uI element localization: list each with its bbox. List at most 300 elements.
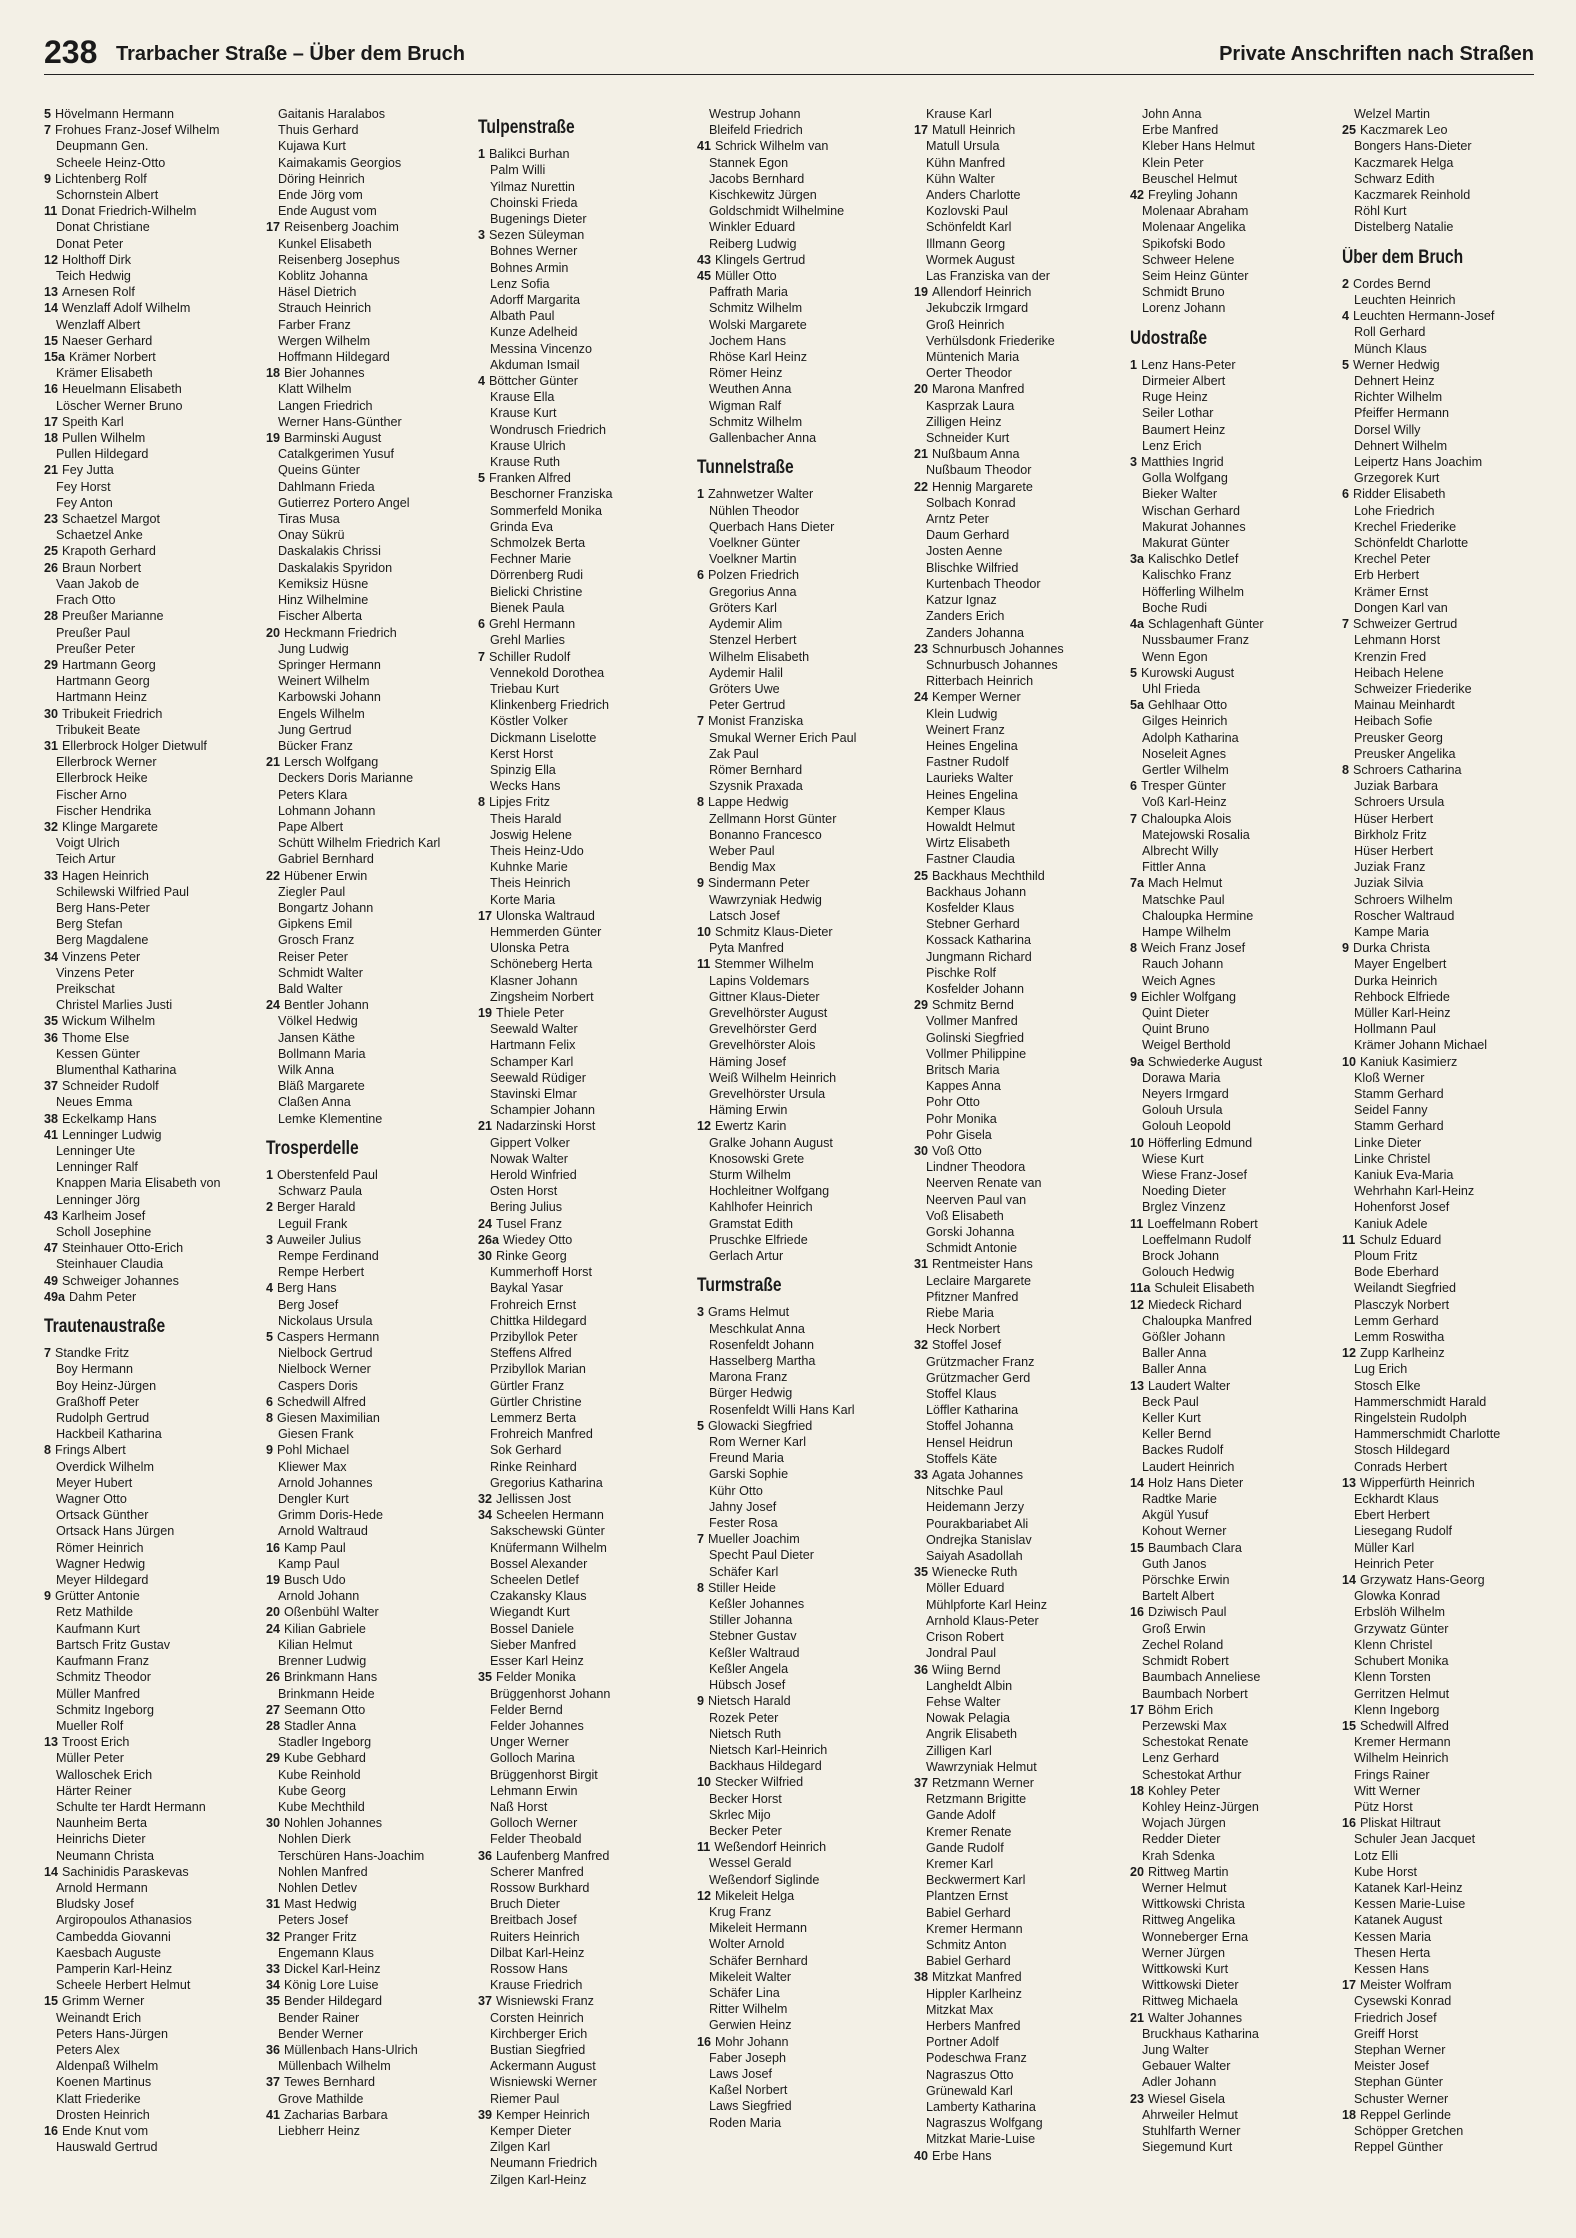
resident-entry (914, 349, 1126, 365)
resident-name: Hartmann Georg (62, 657, 156, 672)
resident-entry (697, 2034, 909, 2050)
resident-name: Kaesbach Auguste (56, 1945, 162, 1960)
resident-name: Kaniuk Adele (1354, 1216, 1428, 1231)
house-number: 12 (1342, 1346, 1357, 1361)
resident-entry (914, 625, 1126, 641)
resident-name: Laufenberg Manfred (496, 1848, 610, 1863)
resident-name: Wiing Bernd (932, 1662, 1001, 1677)
resident-name: Kummerhoff Horst (490, 1265, 592, 1280)
house-number: 13 (44, 1735, 59, 1750)
resident-name: Quint Dieter (1142, 1005, 1210, 1020)
resident-entry (478, 1556, 690, 1572)
resident-entry (266, 1540, 478, 1556)
house-number: 12 (44, 252, 59, 267)
resident-entry (266, 2091, 478, 2107)
resident-name: Corsten Heinrich (490, 2010, 584, 2025)
resident-entry (266, 1280, 478, 1296)
resident-name: Birkholz Fritz (1354, 827, 1427, 842)
resident-entry (44, 1961, 256, 1977)
house-number: 20 (914, 382, 929, 397)
resident-name: Mitzkat Manfred (932, 1970, 1022, 1985)
resident-entry (914, 1597, 1126, 1613)
resident-name: Neues Emma (56, 1095, 133, 1110)
resident-entry (914, 738, 1126, 754)
resident-entry (914, 1872, 1126, 1888)
resident-name: Reiberg Ludwig (709, 236, 797, 251)
resident-entry (44, 1491, 256, 1507)
resident-name: Britsch Maria (926, 1062, 1000, 1077)
resident-entry (266, 543, 478, 559)
resident-name: Noseleit Agnes (1142, 746, 1227, 761)
resident-entry (697, 665, 909, 681)
resident-entry (1342, 1767, 1554, 1783)
resident-name: Vinzens Peter (56, 965, 135, 980)
resident-entry (44, 997, 256, 1013)
resident-entry (914, 236, 1126, 252)
resident-name: Kube Reinhold (278, 1767, 361, 1782)
resident-entry (697, 300, 909, 316)
resident-entry (44, 770, 256, 786)
resident-name: Wagner Otto (56, 1492, 127, 1507)
resident-entry (1342, 1264, 1554, 1280)
resident-name: Heibach Sofie (1354, 714, 1433, 729)
resident-name: Illmann Georg (926, 236, 1006, 251)
resident-name: Neerven Renate van (926, 1176, 1042, 1191)
resident-name: Felder Theobald (490, 1832, 582, 1847)
resident-name: Kurtenbach Theodor (926, 576, 1041, 591)
resident-entry (44, 1799, 256, 1815)
directory-column-3 (478, 106, 690, 2188)
resident-name: Eckelkamp Hans (62, 1111, 157, 1126)
resident-entry (478, 2026, 690, 2042)
resident-name: Bruch Dieter (490, 1897, 560, 1912)
resident-entry (266, 365, 478, 381)
resident-name: Frohreich Manfred (490, 1427, 593, 1442)
resident-name: Stoffel Klaus (926, 1387, 997, 1402)
resident-name: Wehrhahn Karl-Heinz (1354, 1184, 1475, 1199)
resident-entry (914, 1402, 1126, 1418)
resident-entry (266, 1702, 478, 1718)
resident-name: Theis Heinz-Udo (490, 843, 584, 858)
resident-name: Grimm Werner (62, 1994, 145, 2009)
resident-entry (697, 2066, 909, 2082)
resident-entry (44, 2058, 256, 2074)
resident-entry (44, 1572, 256, 1588)
resident-entry (1130, 284, 1342, 300)
resident-entry (1130, 649, 1342, 665)
resident-name: Hartmann Georg (56, 674, 150, 689)
resident-entry (697, 203, 909, 219)
resident-name: Hensel Heidrun (926, 1435, 1013, 1450)
resident-entry (697, 1321, 909, 1337)
resident-entry (478, 292, 690, 308)
resident-entry (478, 2010, 690, 2026)
resident-entry (697, 778, 909, 794)
resident-name: Schiller Rudolf (489, 649, 571, 664)
resident-entry (1342, 292, 1554, 308)
resident-entry (697, 106, 909, 122)
resident-entry (266, 770, 478, 786)
resident-entry (914, 576, 1126, 592)
resident-name: Wipperfürth Heinrich (1360, 1475, 1475, 1490)
resident-name: Weinert Franz (926, 722, 1005, 737)
house-number: 33 (44, 868, 59, 883)
resident-name: Wisniewski Werner (490, 2075, 597, 2090)
resident-name: Wolski Margarete (709, 317, 807, 332)
house-number: 5 (478, 471, 486, 486)
resident-entry (697, 2001, 909, 2017)
resident-entry (44, 527, 256, 543)
resident-name: Erbslöh Wilhelm (1354, 1605, 1445, 1620)
resident-name: Distelberg Natalie (1354, 220, 1454, 235)
resident-name: Kamp Paul (278, 1556, 340, 1571)
resident-entry (266, 1183, 478, 1199)
resident-name: Lug Erich (1354, 1362, 1408, 1377)
resident-name: Wischan Gerhard (1142, 503, 1240, 518)
resident-name: Graßhoff Peter (56, 1394, 140, 1409)
resident-entry (478, 1491, 690, 1507)
resident-name: Zilgen Karl-Heinz (490, 2172, 587, 2187)
resident-entry (697, 1021, 909, 1037)
house-number: 6 (478, 617, 486, 632)
resident-name: Baumert Heinz (1142, 422, 1226, 437)
resident-name: Schwarz Edith (1354, 171, 1435, 186)
resident-entry (914, 2099, 1126, 2115)
resident-entry (44, 868, 256, 884)
resident-name: Gregorius Katharina (490, 1475, 603, 1490)
resident-name: Lindner Theodora (926, 1160, 1026, 1175)
resident-name: Thesen Herta (1354, 1945, 1431, 1960)
resident-entry (1342, 762, 1554, 778)
house-number: 33 (266, 1961, 281, 1976)
resident-entry (44, 641, 256, 657)
resident-entry (44, 1159, 256, 1175)
resident-name: Pfeiffer Hermann (1354, 406, 1449, 421)
street-heading: Turmstraße (697, 1275, 782, 1297)
resident-name: Retzmann Werner (932, 1775, 1034, 1790)
resident-entry (44, 300, 256, 316)
resident-entry (478, 2074, 690, 2090)
resident-name: Jung Gertrud (278, 722, 352, 737)
resident-name: Schmidt Robert (1142, 1654, 1229, 1669)
resident-entry (697, 1466, 909, 1482)
resident-name: Mikeleit Helga (715, 1888, 795, 1903)
resident-name: Ende August vom (278, 204, 377, 219)
resident-entry (266, 819, 478, 835)
resident-name: Angrik Elisabeth (926, 1727, 1018, 1742)
house-number: 10 (697, 924, 712, 939)
resident-name: Leuchten Hermann-Josef (1353, 309, 1495, 324)
resident-entry (266, 1232, 478, 1248)
resident-entry (1342, 1183, 1554, 1199)
resident-name: Arnold Hermann (56, 1880, 148, 1895)
resident-entry (1342, 503, 1554, 519)
resident-name: Adolph Katharina (1142, 730, 1239, 745)
resident-entry (44, 2010, 256, 2026)
resident-name: Matull Heinrich (932, 123, 1016, 138)
resident-name: Höfferling Wilhelm (1142, 584, 1244, 599)
resident-entry (914, 2067, 1126, 2083)
house-number: 5 (44, 107, 52, 121)
resident-name: Seim Heinz Günter (1142, 269, 1249, 284)
house-number: 5 (266, 1330, 274, 1345)
resident-name: Hüser Herbert (1354, 811, 1434, 826)
resident-entry (266, 1734, 478, 1750)
resident-entry (1130, 2010, 1342, 2026)
resident-name: Sok Gerhard (490, 1443, 562, 1458)
resident-entry (478, 179, 690, 195)
resident-entry (914, 1564, 1126, 1580)
resident-entry (478, 308, 690, 324)
house-number: 30 (914, 1144, 929, 1158)
resident-entry (697, 1418, 909, 1434)
resident-entry (44, 1896, 256, 1912)
resident-entry (914, 1499, 1126, 1515)
resident-name: Wilk Anna (278, 1062, 334, 1077)
resident-name: Krapoth Gerhard (62, 544, 156, 559)
resident-name: Müller Karl (1354, 1540, 1415, 1555)
resident-entry (478, 1507, 690, 1523)
resident-entry (697, 1450, 909, 1466)
resident-entry (1342, 1232, 1554, 1248)
resident-name: Schulz Eduard (1359, 1232, 1442, 1247)
resident-name: Stannek Egon (709, 155, 789, 170)
resident-entry (266, 1442, 478, 1458)
resident-name: Kemper Dieter (490, 2123, 572, 2138)
resident-name: Wonneberger Erna (1142, 1929, 1249, 1944)
resident-name: Arntz Peter (926, 512, 989, 527)
resident-name: Ellerbrock Heike (56, 771, 148, 786)
resident-entry (1130, 1929, 1342, 1945)
house-number: 36 (266, 2042, 281, 2057)
resident-name: Zilgen Karl (490, 2140, 551, 2155)
resident-name: Durka Christa (1353, 941, 1430, 956)
resident-entry (266, 122, 478, 138)
resident-entry (266, 219, 478, 235)
house-number: 34 (266, 1978, 281, 1993)
resident-name: Hohenforst Josef (1354, 1200, 1450, 1215)
resident-name: Weinandt Erich (56, 2010, 142, 2025)
resident-name: Peters Josef (278, 1913, 348, 1928)
resident-name: Vollmer Philippine (926, 1046, 1027, 1061)
resident-name: Richter Wilhelm (1354, 390, 1443, 405)
directory-column-4 (697, 106, 909, 2131)
resident-name: Grevelhörster Ursula (709, 1086, 826, 1101)
resident-name: Herold Winfried (490, 1168, 577, 1182)
resident-name: Krause Karl (926, 107, 992, 121)
resident-entry (914, 1159, 1126, 1175)
resident-entry (478, 1021, 690, 1037)
resident-name: Rudolph Gertrud (56, 1411, 150, 1426)
resident-entry (478, 1410, 690, 1426)
resident-name: Kaniuk Kasimierz (1360, 1054, 1458, 1069)
resident-name: Kohout Werner (1142, 1524, 1227, 1539)
resident-entry (44, 219, 256, 235)
resident-name: Felder Bernd (490, 1702, 563, 1717)
resident-name: Naeser Gerhard (62, 333, 153, 348)
resident-name: Pullen Hildegard (56, 447, 149, 462)
house-number: 11a (1130, 1281, 1151, 1296)
resident-name: Pütz Horst (1354, 1799, 1413, 1814)
resident-name: Preikschat (56, 981, 115, 996)
resident-name: Krämer Norbert (69, 350, 156, 365)
resident-name: Heinrichs Dieter (56, 1832, 146, 1847)
resident-name: Bald Walter (278, 981, 343, 996)
resident-name: Kemiksiz Hüsne (278, 576, 369, 591)
page-header (44, 34, 1534, 75)
resident-entry (478, 1054, 690, 1070)
resident-name: Stebner Gustav (709, 1629, 797, 1644)
resident-name: Marona Manfred (932, 382, 1025, 397)
resident-name: Kliewer Max (278, 1459, 347, 1474)
resident-name: Hasselberg Martha (709, 1354, 816, 1369)
resident-name: Dengler Kurt (278, 1492, 349, 1507)
resident-entry (478, 1070, 690, 1086)
resident-entry (914, 1759, 1126, 1775)
resident-name: Backhaus Johann (926, 884, 1027, 899)
resident-name: Jansen Käthe (278, 1030, 356, 1045)
resident-entry (44, 592, 256, 608)
resident-name: Katzur Ignaz (926, 593, 997, 608)
resident-name: Lenz Erich (1142, 438, 1202, 453)
resident-entry (44, 2074, 256, 2090)
resident-name: Berg Josef (278, 1297, 339, 1312)
resident-name: Baumbach Anneliese (1142, 1670, 1261, 1685)
resident-name: Hövelmann Hermann (55, 107, 175, 121)
resident-name: Loeffelmann Robert (1147, 1216, 1258, 1231)
street-heading: Tunnelstraße (697, 457, 794, 479)
resident-name: Nowak Pelagia (926, 1711, 1011, 1726)
resident-name: Wecks Hans (490, 779, 561, 794)
house-number: 32 (44, 819, 59, 834)
resident-name: Kessen Marie-Luise (1354, 1897, 1466, 1912)
resident-name: Kube Horst (1354, 1864, 1417, 1879)
resident-name: Latsch Josef (709, 908, 780, 923)
resident-entry (1130, 1977, 1342, 1993)
resident-entry (697, 1661, 909, 1677)
resident-name: Jochem Hans (709, 333, 786, 348)
resident-entry (1342, 1394, 1554, 1410)
resident-entry (478, 1037, 690, 1053)
resident-name: Gipkens Emil (278, 917, 353, 932)
resident-entry (1130, 486, 1342, 502)
house-number: 16 (44, 382, 59, 397)
house-number: 23 (44, 512, 59, 527)
resident-name: Lemm Gerhard (1354, 1313, 1439, 1328)
resident-entry (266, 1912, 478, 1928)
resident-name: Nohlen Manfred (278, 1864, 368, 1879)
resident-name: Brüggenhorst Birgit (490, 1767, 598, 1782)
resident-name: Daskalakis Spyridon (278, 560, 393, 575)
house-number: 9 (697, 1694, 705, 1709)
resident-name: Schamper Karl (490, 1054, 574, 1069)
resident-name: Mühlpforte Karl Heinz (926, 1597, 1048, 1612)
house-number: 1 (697, 487, 705, 502)
resident-name: Nußbaum Theodor (926, 463, 1032, 478)
resident-name: Kessen Hans (1354, 1961, 1429, 1976)
resident-name: Knappen Maria Elisabeth von (56, 1176, 221, 1191)
page-number: 238 (44, 34, 98, 70)
resident-name: Radtke Marie (1142, 1492, 1217, 1507)
house-number: 43 (44, 1208, 59, 1223)
resident-entry (44, 1175, 256, 1191)
resident-name: Klenn Christel (1354, 1637, 1433, 1652)
resident-name: Münch Klaus (1354, 341, 1427, 356)
resident-name: Krause Ruth (490, 455, 561, 470)
resident-entry (697, 1151, 909, 1167)
resident-entry (44, 803, 256, 819)
house-number: 49 (44, 1273, 59, 1288)
resident-name: Deupmann Gen. (56, 139, 149, 154)
resident-name: Nohlen Johannes (284, 1816, 383, 1831)
resident-name: Sakschewski Günter (490, 1524, 605, 1539)
resident-entry (697, 1135, 909, 1151)
resident-name: Golouch Hedwig (1142, 1265, 1235, 1280)
resident-name: Böhm Erich (1148, 1702, 1214, 1717)
resident-entry (914, 1678, 1126, 1694)
resident-name: Overdick Wilhelm (56, 1459, 154, 1474)
resident-name: Stenzel Herbert (709, 633, 797, 648)
resident-name: Karlheim Josef (62, 1208, 146, 1223)
resident-name: Dickmann Liselotte (490, 730, 597, 745)
resident-entry (914, 608, 1126, 624)
resident-entry (478, 2091, 690, 2107)
resident-name: Heidemann Jerzy (926, 1500, 1024, 1515)
resident-name: Leguil Frank (278, 1216, 348, 1231)
resident-entry (266, 1264, 478, 1280)
resident-entry (44, 1523, 256, 1539)
resident-name: Weich Agnes (1142, 973, 1216, 988)
resident-name: Lorenz Johann (1142, 301, 1226, 316)
resident-entry (1342, 1621, 1554, 1637)
resident-entry (1130, 1572, 1342, 1588)
resident-entry (478, 1815, 690, 1831)
resident-entry (1342, 2107, 1554, 2123)
resident-entry (697, 1005, 909, 1021)
resident-name: Heibach Helene (1354, 665, 1444, 680)
resident-entry (914, 2148, 1126, 2164)
resident-name: Rosenfeldt Willi Hans Karl (709, 1402, 855, 1417)
resident-name: Laws Josef (709, 2066, 772, 2081)
resident-entry (478, 1523, 690, 1539)
resident-entry (44, 2026, 256, 2042)
resident-name: Lappe Hedwig (708, 795, 789, 810)
resident-entry (1130, 1669, 1342, 1685)
resident-entry (697, 1385, 909, 1401)
resident-entry (478, 892, 690, 908)
resident-entry (914, 155, 1126, 171)
resident-name: Juziak Franz (1354, 860, 1426, 875)
resident-entry (44, 1273, 256, 1289)
resident-name: Keßler Waltraud (709, 1645, 800, 1660)
resident-name: Chaloupka Manfred (1142, 1313, 1252, 1328)
house-number: 16 (1342, 1816, 1357, 1831)
resident-name: Kube Georg (278, 1783, 346, 1798)
resident-name: Weber Paul (709, 843, 775, 858)
resident-entry (697, 1839, 909, 1855)
resident-name: Werner Helmut (1142, 1880, 1227, 1895)
resident-name: Steffens Alfred (490, 1346, 572, 1361)
house-number: 6 (1342, 487, 1350, 502)
resident-name: Kossack Katharina (926, 933, 1032, 948)
resident-name: Bartelt Albert (1142, 1589, 1215, 1604)
resident-name: Lenz Hans-Peter (1141, 357, 1236, 372)
resident-entry (697, 616, 909, 632)
resident-entry (44, 625, 256, 641)
resident-entry (44, 349, 256, 365)
resident-name: Schroers Catharina (1353, 762, 1462, 777)
house-number: 18 (1130, 1783, 1145, 1798)
